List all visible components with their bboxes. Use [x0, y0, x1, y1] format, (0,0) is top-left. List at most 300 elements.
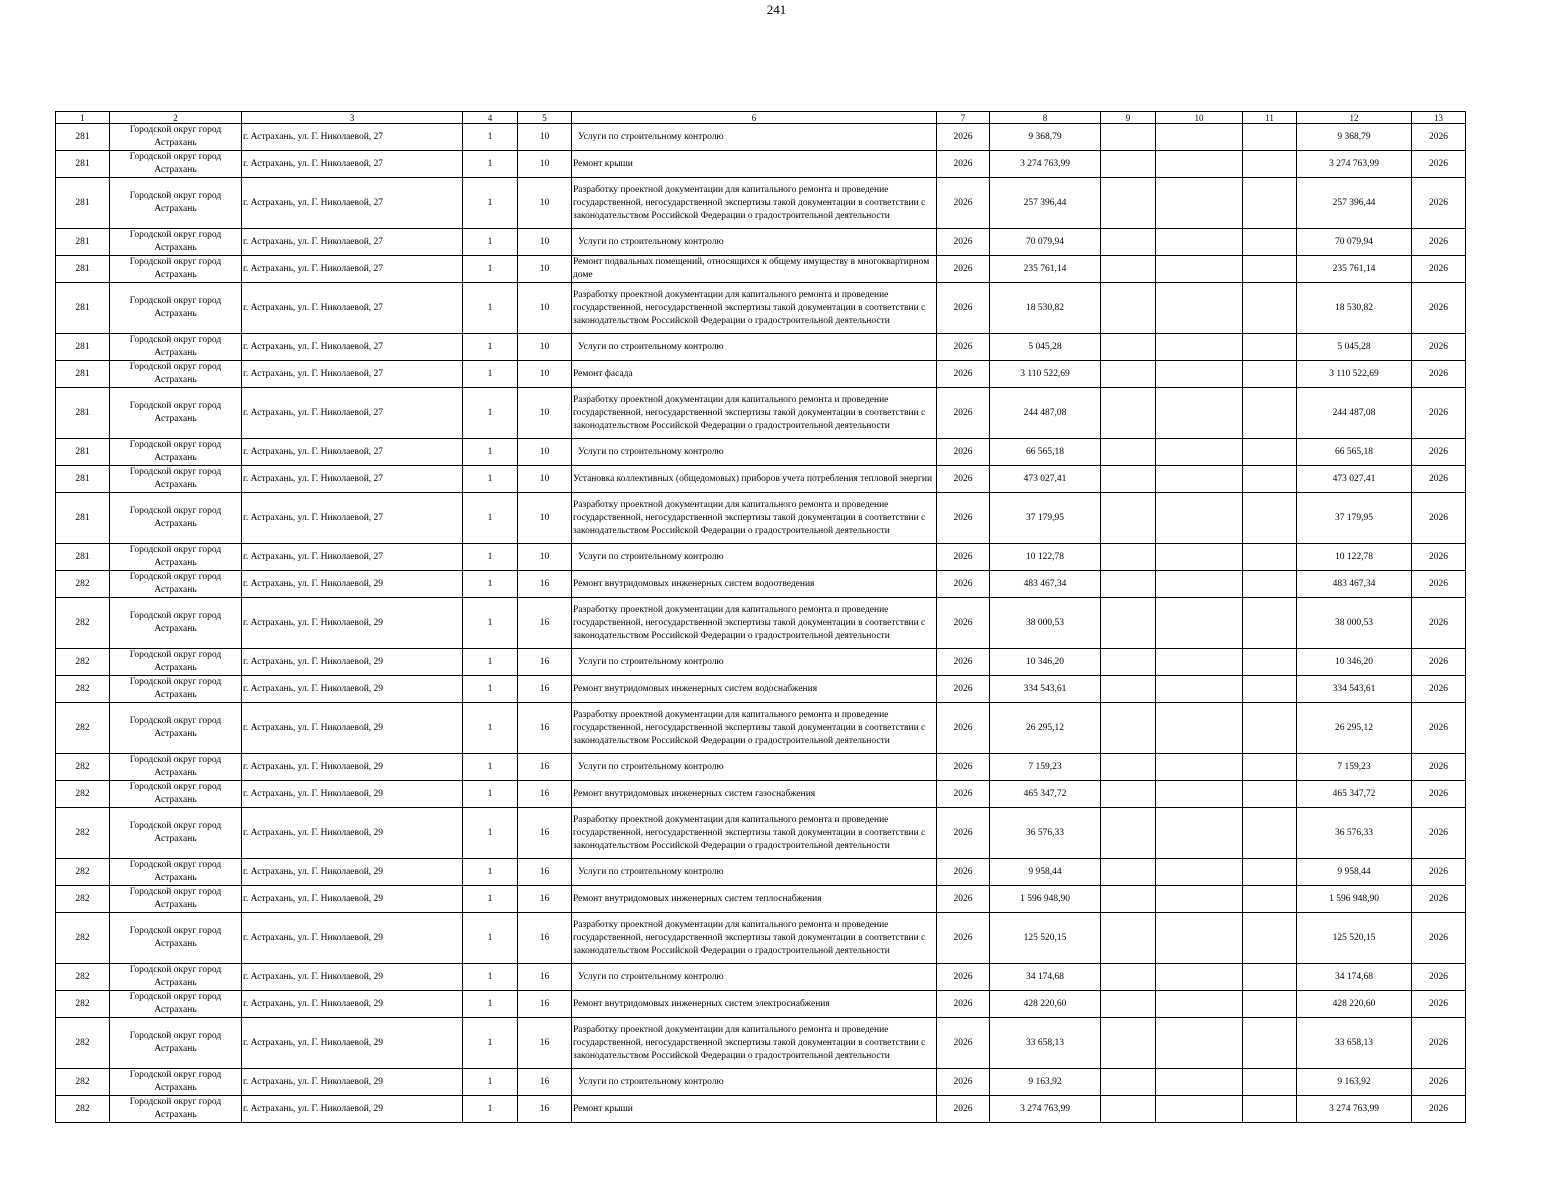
- amount-cell: 38 000,53: [990, 598, 1101, 649]
- col4-cell: 1: [463, 493, 518, 544]
- table-row: [56, 151, 1466, 178]
- col4-cell: 1: [463, 754, 518, 781]
- table-row: [56, 1018, 1466, 1069]
- amount-cell: 9 368,79: [990, 124, 1101, 151]
- col11-cell: [1243, 571, 1297, 598]
- amount-cell: 235 761,14: [990, 256, 1101, 283]
- col5-cell: 16: [518, 781, 572, 808]
- col13-year-cell: 2026: [1412, 283, 1466, 334]
- col5-cell: 16: [518, 808, 572, 859]
- municipality-cell: Городской округ город Астрахань: [110, 1096, 242, 1123]
- amount-cell: 18 530,82: [990, 283, 1101, 334]
- col12-amount-cell: 18 530,82: [1297, 283, 1412, 334]
- col5-cell: 16: [518, 859, 572, 886]
- municipality-cell: Городской округ город Астрахань: [110, 283, 242, 334]
- col10-cell: [1156, 1069, 1243, 1096]
- column-header: 12: [1297, 112, 1412, 124]
- col9-cell: [1101, 334, 1156, 361]
- col11-cell: [1243, 1069, 1297, 1096]
- row-number: 282: [56, 754, 110, 781]
- col9-cell: [1101, 886, 1156, 913]
- col5-cell: 10: [518, 229, 572, 256]
- row-number: 282: [56, 1096, 110, 1123]
- col10-cell: [1156, 124, 1243, 151]
- col12-amount-cell: 34 174,68: [1297, 964, 1412, 991]
- col12-amount-cell: 38 000,53: [1297, 598, 1412, 649]
- col13-year-cell: 2026: [1412, 886, 1466, 913]
- col10-cell: [1156, 151, 1243, 178]
- year-cell: 2026: [937, 283, 990, 334]
- column-header: 10: [1156, 112, 1243, 124]
- amount-cell: 9 958,44: [990, 859, 1101, 886]
- year-cell: 2026: [937, 334, 990, 361]
- row-number: 281: [56, 283, 110, 334]
- table-row: [56, 859, 1466, 886]
- col9-cell: [1101, 991, 1156, 1018]
- municipality-cell: Городской округ город Астрахань: [110, 256, 242, 283]
- col5-cell: 10: [518, 466, 572, 493]
- col5-cell: 16: [518, 913, 572, 964]
- table-row: [56, 283, 1466, 334]
- col10-cell: [1156, 781, 1243, 808]
- col13-year-cell: 2026: [1412, 388, 1466, 439]
- col5-cell: 16: [518, 703, 572, 754]
- col12-amount-cell: 125 520,15: [1297, 913, 1412, 964]
- row-number: 282: [56, 649, 110, 676]
- col11-cell: [1243, 676, 1297, 703]
- row-number: 282: [56, 808, 110, 859]
- year-cell: 2026: [937, 964, 990, 991]
- col10-cell: [1156, 283, 1243, 334]
- col10-cell: [1156, 913, 1243, 964]
- work-type-cell: Услуги по строительному контролю: [572, 439, 937, 466]
- col5-cell: 16: [518, 598, 572, 649]
- col12-amount-cell: 9 368,79: [1297, 124, 1412, 151]
- col10-cell: [1156, 178, 1243, 229]
- col12-amount-cell: 7 159,23: [1297, 754, 1412, 781]
- col12-amount-cell: 9 958,44: [1297, 859, 1412, 886]
- year-cell: 2026: [937, 991, 990, 1018]
- address-cell: г. Астрахань, ул. Г. Николаевой, 27: [242, 178, 463, 229]
- amount-cell: 37 179,95: [990, 493, 1101, 544]
- col9-cell: [1101, 361, 1156, 388]
- municipality-cell: Городской округ город Астрахань: [110, 334, 242, 361]
- amount-cell: 10 346,20: [990, 649, 1101, 676]
- col10-cell: [1156, 886, 1243, 913]
- col11-cell: [1243, 334, 1297, 361]
- table-row: [56, 544, 1466, 571]
- row-number: 282: [56, 964, 110, 991]
- col12-amount-cell: 235 761,14: [1297, 256, 1412, 283]
- col10-cell: [1156, 754, 1243, 781]
- municipality-cell: Городской округ город Астрахань: [110, 229, 242, 256]
- col10-cell: [1156, 439, 1243, 466]
- col9-cell: [1101, 124, 1156, 151]
- col11-cell: [1243, 1018, 1297, 1069]
- work-type-cell: Разработку проектной документации для капитального ремонта и проведение государственной, негосударственной экспертизы такой документации в соответствии с законодательством Российской Федерации о градостроительной деятельности: [572, 388, 937, 439]
- col10-cell: [1156, 1018, 1243, 1069]
- col13-year-cell: 2026: [1412, 124, 1466, 151]
- col10-cell: [1156, 334, 1243, 361]
- col5-cell: 16: [518, 1069, 572, 1096]
- row-number: 281: [56, 256, 110, 283]
- row-number: 282: [56, 703, 110, 754]
- col4-cell: 1: [463, 283, 518, 334]
- address-cell: г. Астрахань, ул. Г. Николаевой, 27: [242, 439, 463, 466]
- col11-cell: [1243, 781, 1297, 808]
- col4-cell: 1: [463, 964, 518, 991]
- year-cell: 2026: [937, 544, 990, 571]
- table-row: [56, 439, 1466, 466]
- municipality-cell: Городской округ город Астрахань: [110, 493, 242, 544]
- col11-cell: [1243, 283, 1297, 334]
- col5-cell: 16: [518, 676, 572, 703]
- col5-cell: 10: [518, 439, 572, 466]
- municipality-cell: Городской округ город Астрахань: [110, 676, 242, 703]
- work-type-cell: Услуги по строительному контролю: [572, 649, 937, 676]
- work-type-cell: Ремонт внутридомовых инженерных систем теплоснабжения: [572, 886, 937, 913]
- municipality-cell: Городской округ город Астрахань: [110, 781, 242, 808]
- table-body: [56, 124, 1466, 1123]
- municipality-cell: Городской округ город Астрахань: [110, 361, 242, 388]
- col9-cell: [1101, 964, 1156, 991]
- col9-cell: [1101, 229, 1156, 256]
- row-number: 282: [56, 1018, 110, 1069]
- address-cell: г. Астрахань, ул. Г. Николаевой, 29: [242, 991, 463, 1018]
- col12-amount-cell: 334 543,61: [1297, 676, 1412, 703]
- year-cell: 2026: [937, 124, 990, 151]
- municipality-cell: Городской округ город Астрахань: [110, 649, 242, 676]
- table-row: [56, 1069, 1466, 1096]
- column-header: 13: [1412, 112, 1466, 124]
- col11-cell: [1243, 229, 1297, 256]
- address-cell: г. Астрахань, ул. Г. Николаевой, 27: [242, 283, 463, 334]
- col13-year-cell: 2026: [1412, 1096, 1466, 1123]
- col12-amount-cell: 36 576,33: [1297, 808, 1412, 859]
- col13-year-cell: 2026: [1412, 571, 1466, 598]
- row-number: 281: [56, 493, 110, 544]
- address-cell: г. Астрахань, ул. Г. Николаевой, 29: [242, 703, 463, 754]
- work-type-cell: Разработку проектной документации для капитального ремонта и проведение государственной, негосударственной экспертизы такой документации в соответствии с законодательством Российской Федерации о градостроительной деятельности: [572, 808, 937, 859]
- work-type-cell: Разработку проектной документации для капитального ремонта и проведение государственной, негосударственной экспертизы такой документации в соответствии с законодательством Российской Федерации о градостроительной деятельности: [572, 178, 937, 229]
- col4-cell: 1: [463, 361, 518, 388]
- col10-cell: [1156, 859, 1243, 886]
- amount-cell: 125 520,15: [990, 913, 1101, 964]
- year-cell: 2026: [937, 859, 990, 886]
- year-cell: 2026: [937, 754, 990, 781]
- col9-cell: [1101, 283, 1156, 334]
- col5-cell: 16: [518, 571, 572, 598]
- table-row: [56, 334, 1466, 361]
- address-cell: г. Астрахань, ул. Г. Николаевой, 27: [242, 388, 463, 439]
- col5-cell: 10: [518, 544, 572, 571]
- municipality-cell: Городской округ город Астрахань: [110, 598, 242, 649]
- amount-cell: 465 347,72: [990, 781, 1101, 808]
- col10-cell: [1156, 598, 1243, 649]
- year-cell: 2026: [937, 886, 990, 913]
- table-row: [56, 703, 1466, 754]
- col10-cell: [1156, 571, 1243, 598]
- col9-cell: [1101, 439, 1156, 466]
- col4-cell: 1: [463, 676, 518, 703]
- col12-amount-cell: 3 274 763,99: [1297, 1096, 1412, 1123]
- amount-cell: 334 543,61: [990, 676, 1101, 703]
- col5-cell: 16: [518, 649, 572, 676]
- amount-cell: 3 274 763,99: [990, 1096, 1101, 1123]
- col13-year-cell: 2026: [1412, 256, 1466, 283]
- col12-amount-cell: 1 596 948,90: [1297, 886, 1412, 913]
- address-cell: г. Астрахань, ул. Г. Николаевой, 29: [242, 781, 463, 808]
- header-row: [56, 112, 1466, 124]
- column-header: 5: [518, 112, 572, 124]
- work-type-cell: Услуги по строительному контролю: [572, 964, 937, 991]
- work-type-cell: Разработку проектной документации для капитального ремонта и проведение государственной, негосударственной экспертизы такой документации в соответствии с законодательством Российской Федерации о градостроительной деятельности: [572, 1018, 937, 1069]
- col5-cell: 10: [518, 283, 572, 334]
- col13-year-cell: 2026: [1412, 859, 1466, 886]
- address-cell: г. Астрахань, ул. Г. Николаевой, 27: [242, 256, 463, 283]
- col9-cell: [1101, 544, 1156, 571]
- municipality-cell: Городской округ город Астрахань: [110, 886, 242, 913]
- amount-cell: 70 079,94: [990, 229, 1101, 256]
- row-number: 282: [56, 886, 110, 913]
- col5-cell: 10: [518, 493, 572, 544]
- col11-cell: [1243, 808, 1297, 859]
- year-cell: 2026: [937, 598, 990, 649]
- col12-amount-cell: 33 658,13: [1297, 1018, 1412, 1069]
- col12-amount-cell: 10 122,78: [1297, 544, 1412, 571]
- row-number: 282: [56, 676, 110, 703]
- table-row: [56, 991, 1466, 1018]
- col13-year-cell: 2026: [1412, 991, 1466, 1018]
- col10-cell: [1156, 544, 1243, 571]
- table-row: [56, 256, 1466, 283]
- address-cell: г. Астрахань, ул. Г. Николаевой, 27: [242, 229, 463, 256]
- column-header: 9: [1101, 112, 1156, 124]
- address-cell: г. Астрахань, ул. Г. Николаевой, 29: [242, 964, 463, 991]
- col5-cell: 16: [518, 886, 572, 913]
- col13-year-cell: 2026: [1412, 439, 1466, 466]
- col10-cell: [1156, 676, 1243, 703]
- address-cell: г. Астрахань, ул. Г. Николаевой, 29: [242, 676, 463, 703]
- col5-cell: 16: [518, 964, 572, 991]
- column-header: 1: [56, 112, 110, 124]
- column-header: 2: [110, 112, 242, 124]
- col4-cell: 1: [463, 991, 518, 1018]
- work-type-cell: Ремонт крыши: [572, 151, 937, 178]
- col5-cell: 16: [518, 754, 572, 781]
- col9-cell: [1101, 493, 1156, 544]
- col12-amount-cell: 66 565,18: [1297, 439, 1412, 466]
- amount-cell: 26 295,12: [990, 703, 1101, 754]
- municipality-cell: Городской округ город Астрахань: [110, 466, 242, 493]
- work-type-cell: Ремонт фасада: [572, 361, 937, 388]
- work-type-cell: Разработку проектной документации для капитального ремонта и проведение государственной, негосударственной экспертизы такой документации в соответствии с законодательством Российской Федерации о градостроительной деятельности: [572, 283, 937, 334]
- amount-cell: 473 027,41: [990, 466, 1101, 493]
- municipality-cell: Городской округ город Астрахань: [110, 808, 242, 859]
- col12-amount-cell: 37 179,95: [1297, 493, 1412, 544]
- column-header: 7: [937, 112, 990, 124]
- municipality-cell: Городской округ город Астрахань: [110, 124, 242, 151]
- col4-cell: 1: [463, 1069, 518, 1096]
- row-number: 281: [56, 229, 110, 256]
- col11-cell: [1243, 1096, 1297, 1123]
- col10-cell: [1156, 649, 1243, 676]
- col4-cell: 1: [463, 781, 518, 808]
- year-cell: 2026: [937, 493, 990, 544]
- col11-cell: [1243, 439, 1297, 466]
- col12-amount-cell: 26 295,12: [1297, 703, 1412, 754]
- col11-cell: [1243, 964, 1297, 991]
- amount-cell: 483 467,34: [990, 571, 1101, 598]
- col10-cell: [1156, 991, 1243, 1018]
- work-type-cell: Установка коллективных (общедомовых) приборов учета потребления тепловой энергии: [572, 466, 937, 493]
- work-type-cell: Разработку проектной документации для капитального ремонта и проведение государственной, негосударственной экспертизы такой документации в соответствии с законодательством Российской Федерации о градостроительной деятельности: [572, 598, 937, 649]
- address-cell: г. Астрахань, ул. Г. Николаевой, 29: [242, 571, 463, 598]
- row-number: 282: [56, 598, 110, 649]
- municipality-cell: Городской округ город Астрахань: [110, 388, 242, 439]
- col4-cell: 1: [463, 571, 518, 598]
- col11-cell: [1243, 466, 1297, 493]
- amount-cell: 1 596 948,90: [990, 886, 1101, 913]
- col10-cell: [1156, 361, 1243, 388]
- work-type-cell: Разработку проектной документации для капитального ремонта и проведение государственной, негосударственной экспертизы такой документации в соответствии с законодательством Российской Федерации о градостроительной деятельности: [572, 493, 937, 544]
- column-header: 3: [242, 112, 463, 124]
- col9-cell: [1101, 571, 1156, 598]
- municipality-cell: Городской округ город Астрахань: [110, 571, 242, 598]
- col13-year-cell: 2026: [1412, 598, 1466, 649]
- col13-year-cell: 2026: [1412, 781, 1466, 808]
- col9-cell: [1101, 808, 1156, 859]
- municipality-cell: Городской округ город Астрахань: [110, 151, 242, 178]
- col10-cell: [1156, 466, 1243, 493]
- municipality-cell: Городской округ город Астрахань: [110, 964, 242, 991]
- year-cell: 2026: [937, 1069, 990, 1096]
- amount-cell: 36 576,33: [990, 808, 1101, 859]
- amount-cell: 244 487,08: [990, 388, 1101, 439]
- work-type-cell: Ремонт внутридомовых инженерных систем газоснабжения: [572, 781, 937, 808]
- year-cell: 2026: [937, 676, 990, 703]
- work-type-cell: Ремонт внутридомовых инженерных систем водоснабжения: [572, 676, 937, 703]
- address-cell: г. Астрахань, ул. Г. Николаевой, 27: [242, 334, 463, 361]
- col11-cell: [1243, 256, 1297, 283]
- col12-amount-cell: 3 274 763,99: [1297, 151, 1412, 178]
- col9-cell: [1101, 913, 1156, 964]
- work-type-cell: Услуги по строительному контролю: [572, 124, 937, 151]
- col9-cell: [1101, 388, 1156, 439]
- table-row: [56, 466, 1466, 493]
- amount-cell: 66 565,18: [990, 439, 1101, 466]
- row-number: 282: [56, 913, 110, 964]
- col4-cell: 1: [463, 649, 518, 676]
- col9-cell: [1101, 598, 1156, 649]
- municipality-cell: Городской округ город Астрахань: [110, 754, 242, 781]
- col9-cell: [1101, 781, 1156, 808]
- col11-cell: [1243, 649, 1297, 676]
- col11-cell: [1243, 598, 1297, 649]
- col11-cell: [1243, 859, 1297, 886]
- work-type-cell: Ремонт крыши: [572, 1096, 937, 1123]
- address-cell: г. Астрахань, ул. Г. Николаевой, 29: [242, 1096, 463, 1123]
- col4-cell: 1: [463, 598, 518, 649]
- col13-year-cell: 2026: [1412, 151, 1466, 178]
- col12-amount-cell: 3 110 522,69: [1297, 361, 1412, 388]
- table-row: [56, 598, 1466, 649]
- col13-year-cell: 2026: [1412, 808, 1466, 859]
- year-cell: 2026: [937, 178, 990, 229]
- col13-year-cell: 2026: [1412, 676, 1466, 703]
- col5-cell: 10: [518, 334, 572, 361]
- municipality-cell: Городской округ город Астрахань: [110, 544, 242, 571]
- row-number: 281: [56, 361, 110, 388]
- col13-year-cell: 2026: [1412, 913, 1466, 964]
- column-header: 8: [990, 112, 1101, 124]
- work-type-cell: Ремонт внутридомовых инженерных систем водоотведения: [572, 571, 937, 598]
- municipality-cell: Городской округ город Астрахань: [110, 178, 242, 229]
- col13-year-cell: 2026: [1412, 964, 1466, 991]
- col11-cell: [1243, 151, 1297, 178]
- col4-cell: 1: [463, 256, 518, 283]
- row-number: 282: [56, 859, 110, 886]
- amount-cell: 5 045,28: [990, 334, 1101, 361]
- municipality-cell: Городской округ город Астрахань: [110, 1018, 242, 1069]
- work-type-cell: Услуги по строительному контролю: [572, 229, 937, 256]
- col4-cell: 1: [463, 178, 518, 229]
- col5-cell: 10: [518, 361, 572, 388]
- col11-cell: [1243, 178, 1297, 229]
- col10-cell: [1156, 256, 1243, 283]
- work-type-cell: Ремонт подвальных помещений, относящихся к общему имуществу в многоквартирном доме: [572, 256, 937, 283]
- col12-amount-cell: 465 347,72: [1297, 781, 1412, 808]
- year-cell: 2026: [937, 1096, 990, 1123]
- col13-year-cell: 2026: [1412, 1069, 1466, 1096]
- col4-cell: 1: [463, 544, 518, 571]
- col13-year-cell: 2026: [1412, 178, 1466, 229]
- row-number: 282: [56, 991, 110, 1018]
- col11-cell: [1243, 913, 1297, 964]
- work-type-cell: Услуги по строительному контролю: [572, 1069, 937, 1096]
- col4-cell: 1: [463, 439, 518, 466]
- address-cell: г. Астрахань, ул. Г. Николаевой, 27: [242, 124, 463, 151]
- col5-cell: 10: [518, 178, 572, 229]
- column-header: 4: [463, 112, 518, 124]
- municipality-cell: Городской округ город Астрахань: [110, 1069, 242, 1096]
- col4-cell: 1: [463, 703, 518, 754]
- address-cell: г. Астрахань, ул. Г. Николаевой, 27: [242, 361, 463, 388]
- row-number: 282: [56, 571, 110, 598]
- page-number: 241: [766, 2, 787, 17]
- address-cell: г. Астрахань, ул. Г. Николаевой, 29: [242, 1069, 463, 1096]
- address-cell: г. Астрахань, ул. Г. Николаевой, 27: [242, 466, 463, 493]
- col4-cell: 1: [463, 124, 518, 151]
- amount-cell: 34 174,68: [990, 964, 1101, 991]
- year-cell: 2026: [937, 466, 990, 493]
- col10-cell: [1156, 229, 1243, 256]
- col11-cell: [1243, 124, 1297, 151]
- address-cell: г. Астрахань, ул. Г. Николаевой, 27: [242, 544, 463, 571]
- col12-amount-cell: 10 346,20: [1297, 649, 1412, 676]
- col9-cell: [1101, 754, 1156, 781]
- table-row: [56, 1096, 1466, 1123]
- work-type-cell: Разработку проектной документации для капитального ремонта и проведение государственной, негосударственной экспертизы такой документации в соответствии с законодательством Российской Федерации о градостроительной деятельности: [572, 913, 937, 964]
- col9-cell: [1101, 1069, 1156, 1096]
- col10-cell: [1156, 388, 1243, 439]
- col4-cell: 1: [463, 886, 518, 913]
- col9-cell: [1101, 859, 1156, 886]
- year-cell: 2026: [937, 703, 990, 754]
- amount-cell: 33 658,13: [990, 1018, 1101, 1069]
- col9-cell: [1101, 466, 1156, 493]
- amount-cell: 7 159,23: [990, 754, 1101, 781]
